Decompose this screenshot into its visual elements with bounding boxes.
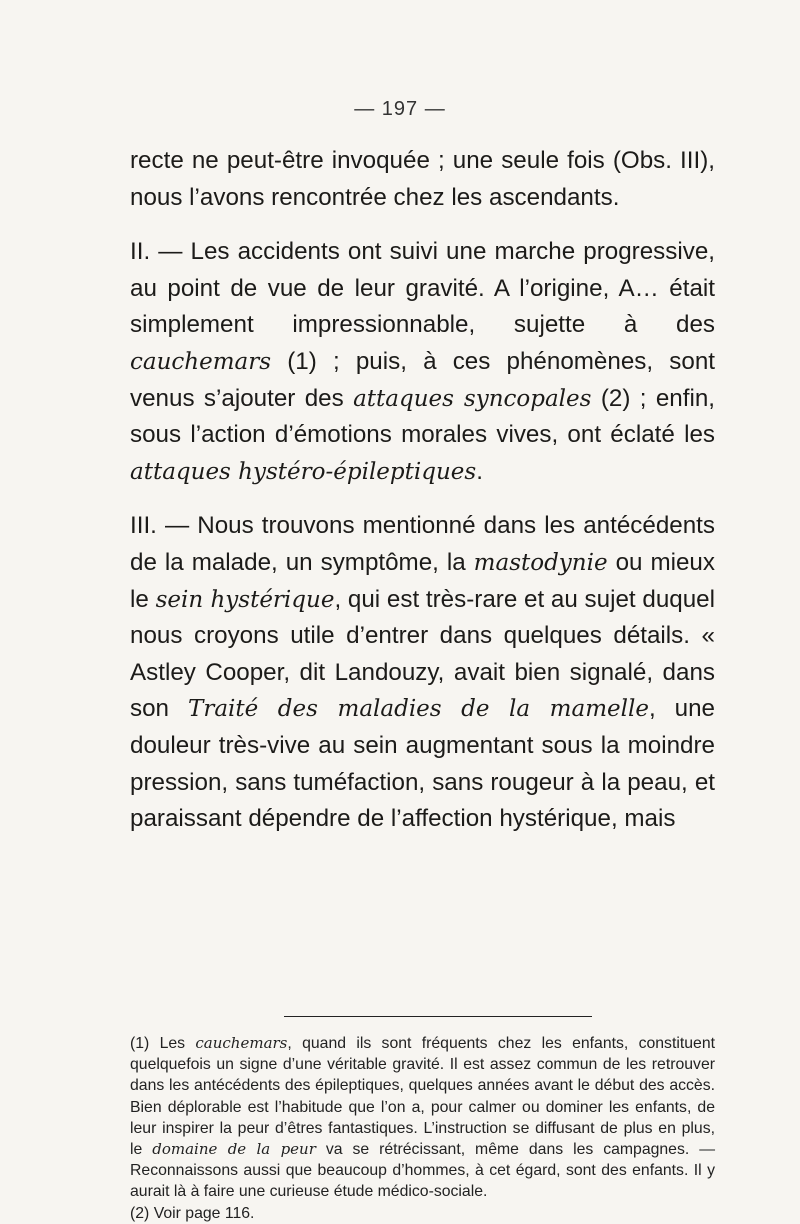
term-cauchemars: cauchemars [130,348,272,375]
term-attaques-hystero-epileptiques: attaques hystéro-épileptiques [130,458,477,485]
footnotes [130,1033,715,1224]
footnote-1: (1) Les cauchemars, quand ils sont fréquents chez les enfants, constituent quelquefois un signe d’une véritable gravité. Il est assez commun de les retrouver dans les antécédents des épileptiques, quelques années avant le début des accès. Bien déplorable est l’habitude que l’on a, pour calmer ou dominer les enfants, de leur inspirer la peur d’êtres fantastiques. L’instruction se diffusant de plus en plus, le domaine de la peur va se rétrécissant, même dans les campagnes. — Reconnaissons aussi que beaucoup d’hommes, à cet égard, sont des enfants. Il y aurait là à faire une curieuse étude médico-sociale. [130,1034,715,1201]
paragraph-iii: III. — Nous trouvons mentionné dans les antécédents de la malade, un symptôme, la mastodynie ou mieux le sein hystérique, qui est très-rare et au sujet duquel nous croyons utile d’entrer dans quelques détails. « Astley Cooper, dit Landouzy, avait bien signalé, dans son Traité des maladies de la mamelle, une douleur très-vive au sein augmentant sous la moindre pression, sans tuméfaction, sans rougeur à la peau, et paraissant dépendre de l’affection hystérique, mais [130,512,716,833]
footnote-divider [284,1016,592,1017]
book-title-traite: Traité des maladies de la mamelle [187,696,649,723]
paragraph-ii: II. — Les accidents ont suivi une marche progressive, au point de vue de leur gravité. A l’origine, A… était simplement impressionnable, sujette à des cauchemars (1) ; puis, à ces phénomènes, sont venus s’ajouter des attaques syncopales (2) ; enfin, sous l’action d’émotions morales vives, ont éclaté les attaques hystéro-épileptiques. [130,238,716,485]
page-number: — 197 — [354,98,446,120]
term-mastodynie: mastodynie [473,549,608,576]
paragraph-continuation: recte ne peut-être invoquée ; une seule fois (Obs. III), nous l’avons rencontrée chez les ascendants. [130,147,715,211]
term-sein-hysterique: sein hystérique [155,586,335,613]
main-text [130,143,715,838]
term-attaques-syncopales: attaques syncopales [353,385,592,412]
footnote-2: (2) Voir page 116. [130,1204,255,1222]
